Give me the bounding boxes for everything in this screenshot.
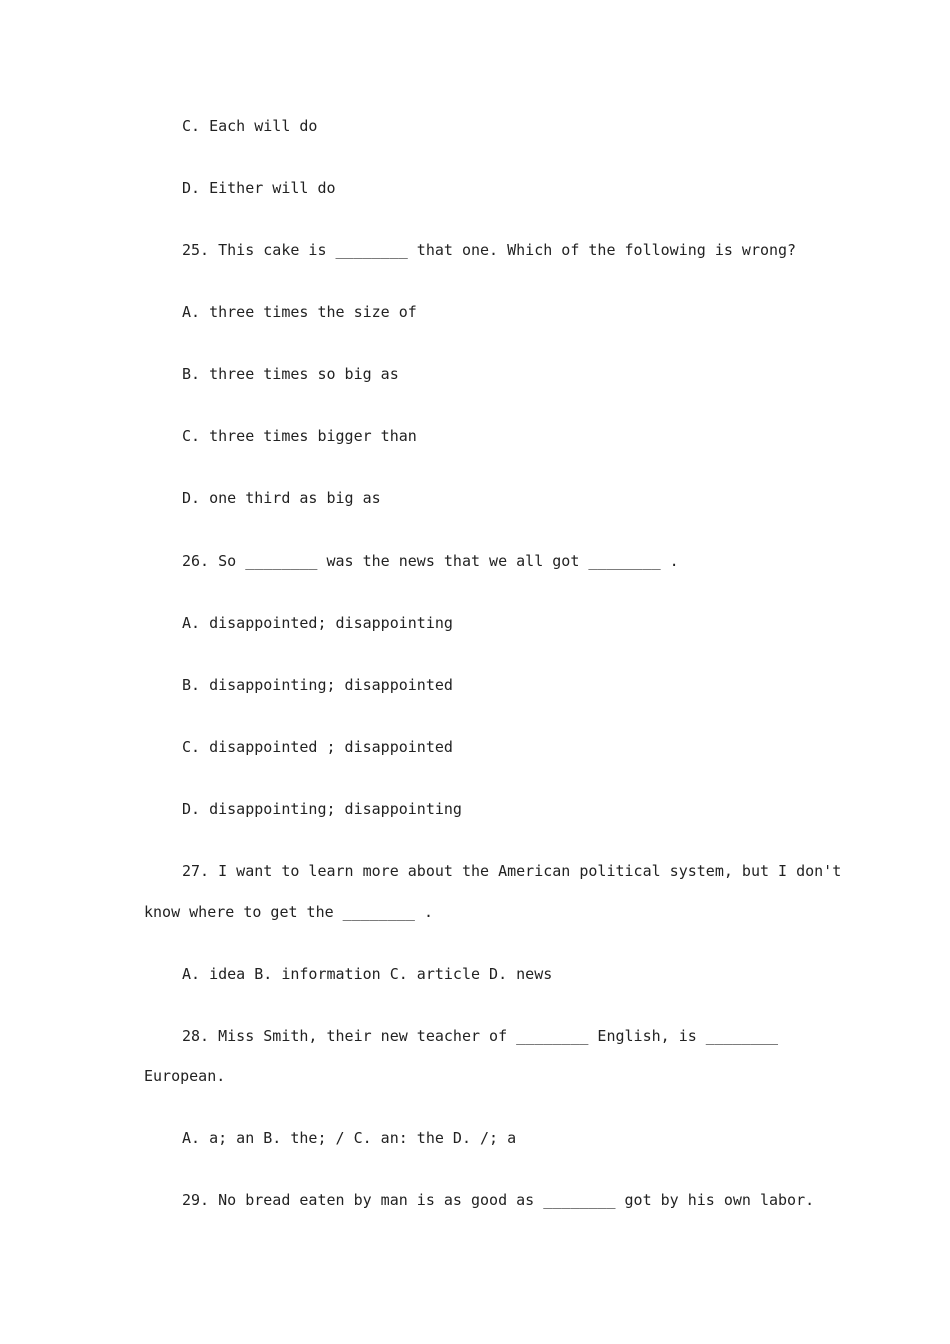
q26-option-a: A. disappointed; disappointing (182, 614, 453, 632)
q28-options: A. a; an B. the; / C. an: the D. /; a (182, 1129, 517, 1147)
q25-option-b: B. three times so big as (182, 365, 399, 383)
question-28-line-1: 28. Miss Smith, their new teacher of ________ English, is ________ (182, 1027, 779, 1045)
question-27-line-1: 27. I want to learn more about the American political system, but I don't (182, 862, 842, 880)
q24-option-c: C. Each will do (182, 117, 318, 135)
question-26: 26. So ________ was the news that we all got ________ . (182, 552, 679, 570)
q25-option-c: C. three times bigger than (182, 427, 417, 445)
question-28-line-2: European. (144, 1067, 226, 1085)
q26-option-d: D. disappointing; disappointing (182, 800, 462, 818)
question-27-line-2: know where to get the ________ . (144, 903, 433, 921)
q26-option-b: B. disappointing; disappointed (182, 676, 453, 694)
question-25: 25. This cake is ________ that one. Which of the following is wrong? (182, 241, 797, 259)
q26-option-c: C. disappointed ; disappointed (182, 738, 453, 756)
q25-option-d: D. one third as big as (182, 489, 381, 507)
q24-option-d: D. Either will do (182, 179, 336, 197)
question-29: 29. No bread eaten by man is as good as ________ got by his own labor. (182, 1191, 815, 1209)
q27-options: A. idea B. information C. article D. news (182, 965, 553, 983)
q25-option-a: A. three times the size of (182, 303, 417, 321)
